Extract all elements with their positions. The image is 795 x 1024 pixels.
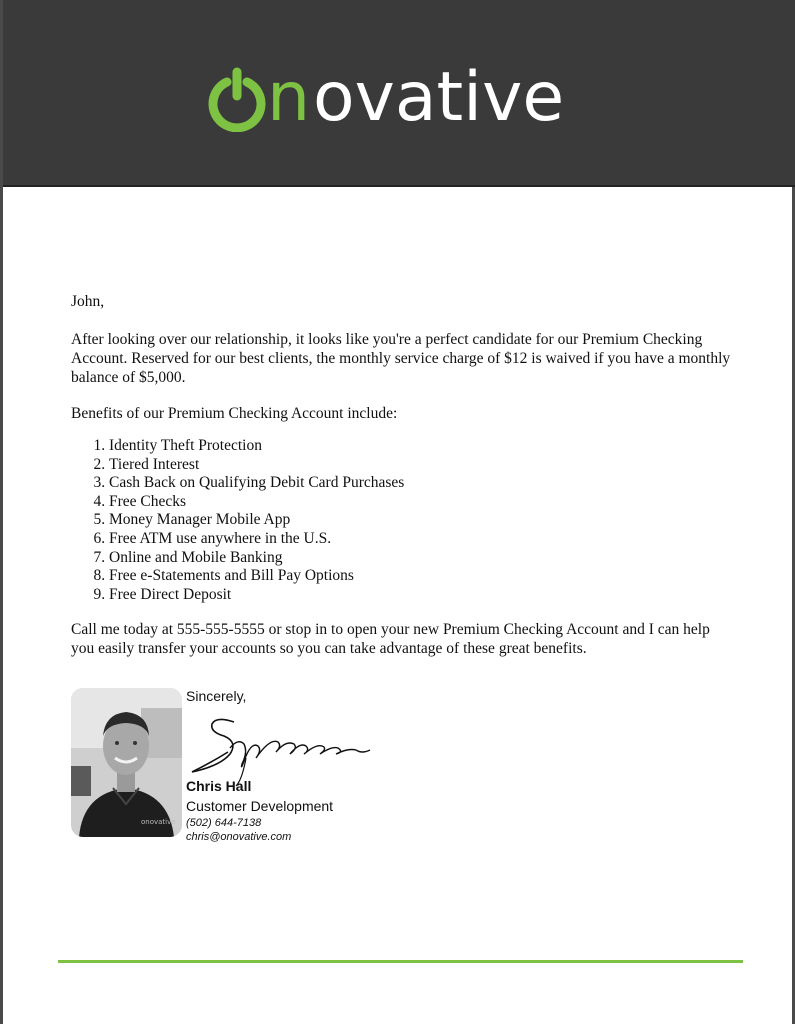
footer-divider — [58, 960, 743, 963]
benefit-item: 5. Money Manager Mobile App — [109, 511, 731, 530]
benefits-intro: Benefits of our Premium Checking Account include: — [71, 405, 398, 422]
signer-name: Chris Hall — [186, 778, 252, 794]
salutation: John, — [71, 293, 105, 310]
employee-photo — [71, 688, 182, 837]
shirt-logo: onovative — [141, 818, 176, 826]
benefit-item: 6. Free ATM use anywhere in the U.S. — [109, 530, 731, 549]
closing-sincerely: Sincerely, — [186, 688, 247, 704]
logo-ovative-letters: ovative — [313, 58, 565, 132]
signature-block — [71, 688, 471, 848]
benefit-item: 9. Free Direct Deposit — [109, 586, 731, 605]
benefit-item: 4. Free Checks — [109, 493, 731, 512]
benefit-item: 8. Free e-Statements and Bill Pay Options — [109, 567, 731, 586]
letterhead-banner — [3, 0, 795, 186]
signer-email: chris@onovative.com — [186, 831, 292, 843]
header-divider — [3, 185, 795, 187]
closing-paragraph: Call me today at 555-555-5555 or stop in to open your new Premium Checking Account and I can help you easily transfer your accounts so you can take advantage of these great benefits. — [71, 621, 710, 658]
intro-paragraph: After looking over our relationship, it looks like you're a perfect candidate for our Premium Checking Account. Reserved for our best clients, the monthly service charge of $12 is waived if you have a monthly balance of $5,000. — [71, 331, 731, 386]
benefits-list — [71, 437, 731, 604]
power-icon — [213, 72, 261, 128]
benefit-item: 3. Cash Back on Qualifying Debit Card Purchases — [109, 474, 731, 493]
benefit-item: 1. Identity Theft Protection — [109, 437, 731, 456]
logo-n-letter: n — [267, 58, 311, 132]
onovative-logo — [205, 52, 575, 132]
benefit-item: 7. Online and Mobile Banking — [109, 549, 731, 568]
signer-phone: (502) 644-7138 — [186, 817, 262, 829]
handwritten-signature — [186, 708, 396, 788]
benefit-item: 2. Tiered Interest — [109, 456, 731, 475]
signer-title: Customer Development — [186, 798, 334, 814]
letter-body — [71, 292, 731, 658]
